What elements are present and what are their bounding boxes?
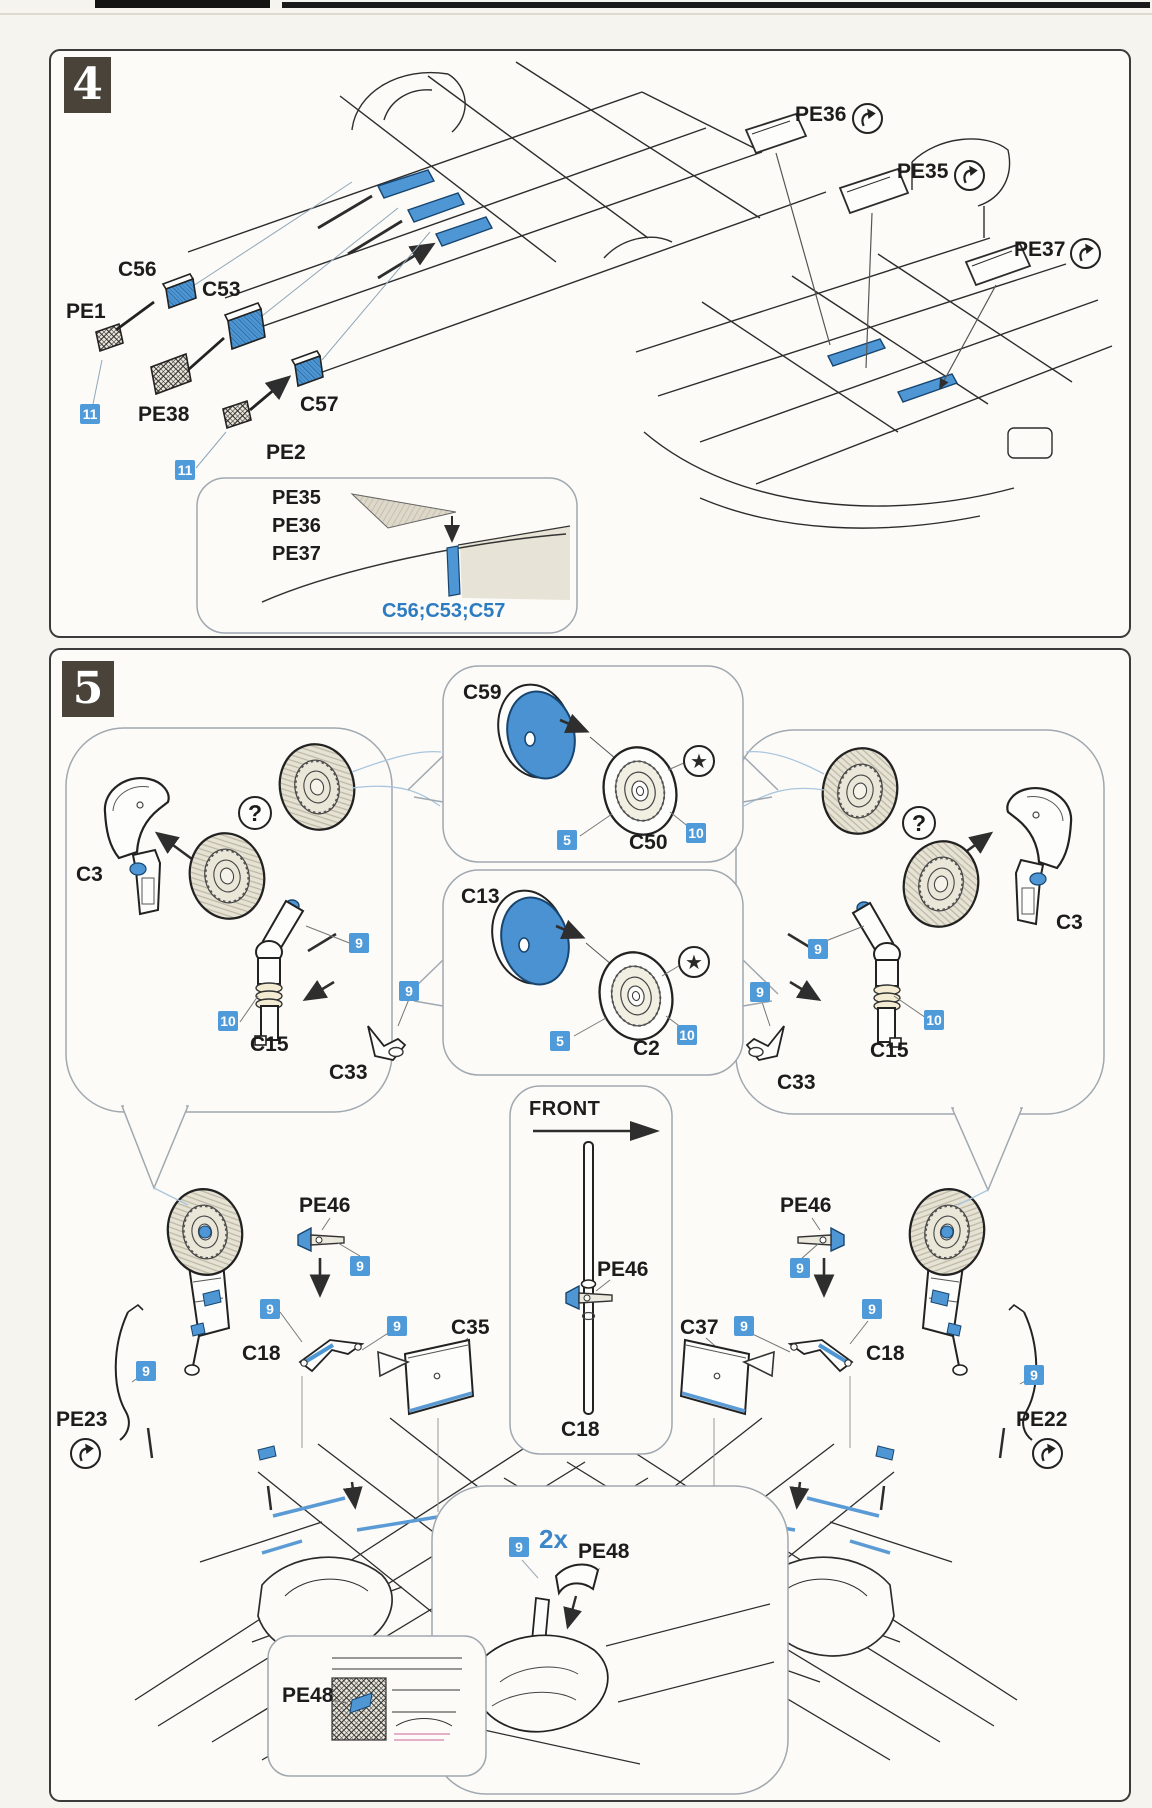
- inset-label-pe37: PE37: [272, 543, 321, 565]
- color-ref-11: 11: [80, 404, 100, 424]
- part-label-pe48-top: PE48: [578, 1540, 630, 1563]
- part-label-c13: C13: [461, 885, 500, 908]
- step4-badge: 4: [64, 57, 111, 113]
- color-ref-10: 10: [677, 1025, 697, 1045]
- part-label-pe23: PE23: [56, 1408, 108, 1431]
- color-ref-9: 9: [750, 982, 770, 1002]
- part-label-c3-right: C3: [1056, 911, 1083, 934]
- part-label-pe22: PE22: [1016, 1408, 1068, 1431]
- part-label-c15-left: C15: [250, 1033, 289, 1056]
- part-label-pe46-left: PE46: [299, 1194, 351, 1217]
- bend-icon: [70, 1438, 101, 1469]
- color-ref-10: 10: [924, 1010, 944, 1030]
- star-icon: ★: [678, 946, 710, 978]
- scan-artifacts: [0, 0, 1152, 15]
- part-label-c53: C53: [202, 278, 241, 301]
- inset-caption: C56;C53;C57: [382, 600, 506, 622]
- color-ref-9: 9: [349, 933, 369, 953]
- color-ref-10: 10: [686, 823, 706, 843]
- part-label-c37: C37: [680, 1316, 719, 1339]
- question-icon: ?: [238, 796, 272, 830]
- color-ref-9: 9: [734, 1316, 754, 1336]
- bend-icon: [954, 160, 985, 191]
- part-label-c18-right: C18: [866, 1342, 905, 1365]
- color-ref-9: 9: [790, 1258, 810, 1278]
- bend-icon: [1070, 238, 1101, 269]
- color-ref-9: 9: [1024, 1365, 1044, 1385]
- color-ref-9: 9: [399, 981, 419, 1001]
- part-label-pe2: PE2: [266, 441, 306, 464]
- part-label-c33-left: C33: [329, 1061, 368, 1084]
- color-ref-5: 5: [557, 830, 577, 850]
- part-label-c15-right: C15: [870, 1039, 909, 1062]
- color-ref-9: 9: [260, 1299, 280, 1319]
- part-label-c59: C59: [463, 681, 502, 704]
- quantity-label: 2x: [539, 1524, 568, 1554]
- color-ref-9: 9: [350, 1256, 370, 1276]
- inset-label-pe36: PE36: [272, 515, 321, 537]
- part-label-c56: C56: [118, 258, 157, 281]
- part-label-c18-left: C18: [242, 1342, 281, 1365]
- color-ref-9: 9: [862, 1299, 882, 1319]
- color-ref-10: 10: [218, 1011, 238, 1031]
- part-label-pe35: PE35: [897, 160, 949, 183]
- part-label-pe48-inset: PE48: [282, 1684, 334, 1707]
- star-icon: ★: [683, 745, 715, 777]
- part-label-pe37: PE37: [1014, 238, 1066, 261]
- step5-badge: 5: [62, 661, 114, 717]
- part-label-c18-center: C18: [561, 1418, 600, 1441]
- part-label-c35: C35: [451, 1316, 490, 1339]
- inset-label-pe35: PE35: [272, 487, 321, 509]
- color-ref-9: 9: [387, 1316, 407, 1336]
- bend-icon: [1032, 1438, 1063, 1469]
- question-icon: ?: [902, 806, 936, 840]
- part-label-c57: C57: [300, 393, 339, 416]
- color-ref-9: 9: [509, 1537, 529, 1557]
- part-label-c3-left: C3: [76, 863, 103, 886]
- part-label-pe46-right: PE46: [780, 1194, 832, 1217]
- part-label-pe1: PE1: [66, 300, 106, 323]
- part-label-pe38: PE38: [138, 403, 190, 426]
- part-label-c2: C2: [633, 1037, 660, 1060]
- bend-icon: [852, 103, 883, 134]
- color-ref-11: 11: [175, 460, 195, 480]
- part-label-c33-right: C33: [777, 1071, 816, 1094]
- part-label-pe36: PE36: [795, 103, 847, 126]
- color-ref-9: 9: [136, 1361, 156, 1381]
- color-ref-5: 5: [550, 1031, 570, 1051]
- front-label: FRONT: [529, 1098, 601, 1120]
- part-label-pe46-center: PE46: [597, 1258, 649, 1281]
- part-label-c50: C50: [629, 831, 668, 854]
- color-ref-9: 9: [808, 939, 828, 959]
